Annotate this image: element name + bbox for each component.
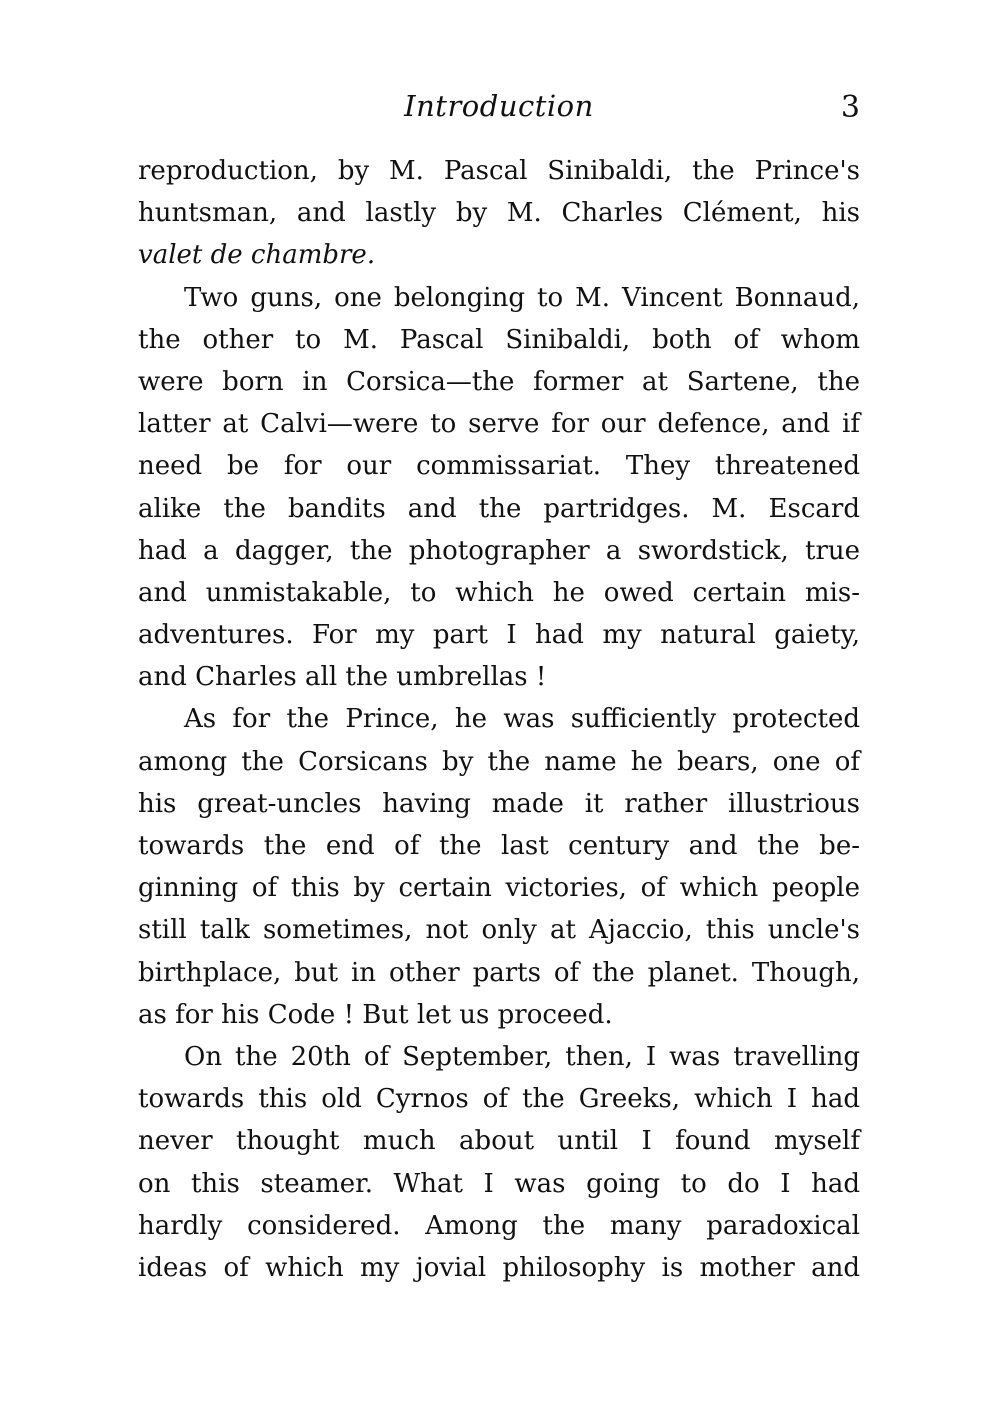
text-line: reproduction, by M. Pascal Sinibaldi, the Prince's [138,156,860,186]
text-line: hardly considered. Among the many paradoxical [138,1210,860,1241]
text-line: need be for our commissariat. They threatened [138,451,860,482]
text-line: had a dagger, the photographer a swordstick, true [138,535,860,566]
text-line: valet de chambre. [138,240,376,271]
text-line: still talk sometimes, not only at Ajaccio, this uncle's [138,915,860,946]
body-text [138,150,860,1289]
text-line: on this steamer. What I was going to do I had [138,1168,860,1199]
text-line: alike the bandits and the partridges. M. Escard [138,493,860,524]
text-line: were born in Corsica—the former at Sartene, the [138,366,860,397]
text-line: the other to M. Pascal Sinibaldi, both of whom [138,324,860,355]
text-line: As for the Prince, he was sufficiently protected [184,704,860,735]
text-line: as for his Code ! But let us proceed. [138,999,613,1030]
text-line: towards the end of the last century and the be- [138,831,860,861]
text-line: ideas of which my jovial philosophy is mother and [138,1252,860,1283]
running-head [138,86,860,130]
text-line: among the Corsicans by the name he bears, one of [138,746,860,777]
text-line: huntsman, and lastly by M. Charles Clément, his [138,198,860,229]
running-title: Introduction [404,89,594,123]
text-line: his great-uncles having made it rather illustrious [138,788,860,819]
text-line: adventures. For my part I had my natural gaiety, [138,620,860,651]
text-line: birthplace, but in other parts of the planet. Though, [138,957,860,988]
page-number: 3 [840,90,860,125]
text-line: and Charles all the umbrellas ! [138,662,547,693]
text-line: towards this old Cyrnos of the Greeks, which I had [138,1084,860,1115]
text-line: Two guns, one belonging to M. Vincent Bonnaud, [184,282,860,313]
text-line: ginning of this by certain victories, of which people [138,873,860,904]
text-line: On the 20th of September, then, I was travelling [184,1041,860,1072]
text-line: and unmistakable, to which he owed certain mis- [138,577,860,608]
text-line: latter at Calvi—were to serve for our defence, and if [138,409,860,440]
text-line: never thought much about until I found myself [138,1126,860,1157]
